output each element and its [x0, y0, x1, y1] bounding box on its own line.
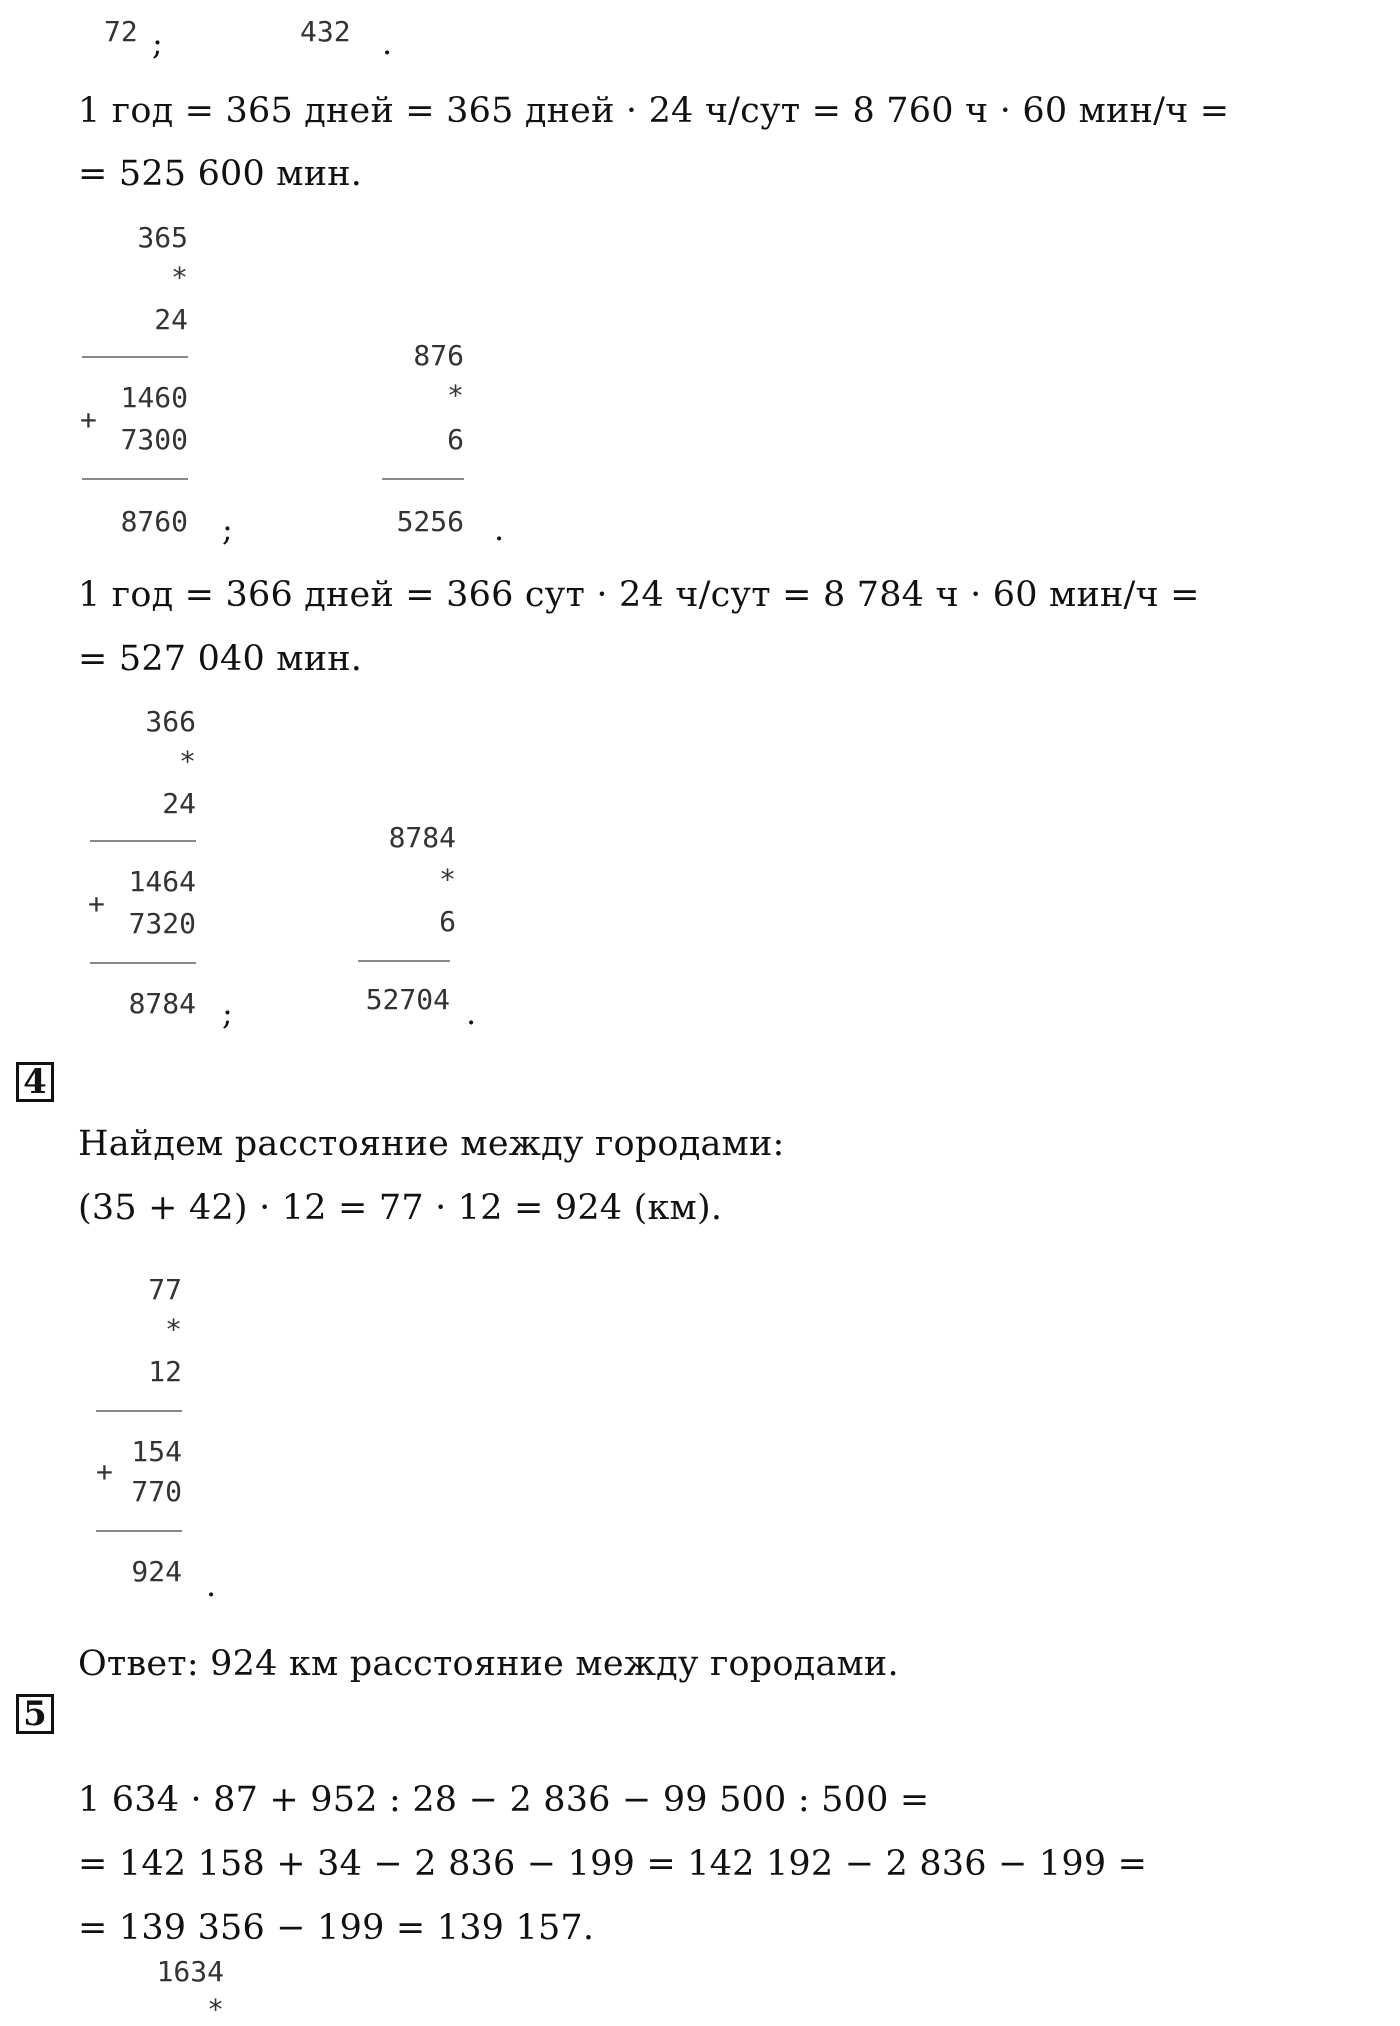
calc-876-op: * [447, 379, 464, 412]
calc-876-top: 876 [413, 339, 464, 372]
calc-8784-result: 52704 [365, 983, 450, 1016]
calc-365-bottom: 24 [154, 303, 188, 336]
calc-8784-bottom: 6 [439, 905, 456, 938]
calc-876-punct: . [494, 510, 505, 548]
calc-366-rule2 [90, 962, 196, 964]
calc-366-partial2: 7320 [128, 907, 196, 940]
task5-line1: 1 634 · 87 + 952 : 28 − 2 836 − 99 500 : 500 = [78, 1780, 930, 1820]
year365-line2: = 525 600 мин. [78, 154, 363, 194]
calc-365-partial1: 1460 [120, 381, 188, 414]
calc-77-plus: + [96, 1455, 113, 1488]
calc-366-bottom: 24 [162, 787, 196, 820]
calc-366-punct: ; [222, 994, 233, 1032]
top-left-punct: ; [152, 24, 163, 62]
calc-366-rule1 [90, 840, 196, 842]
calc-77-op: * [165, 1313, 182, 1346]
calc-365-rule1 [82, 356, 188, 358]
calc-876-bottom: 6 [447, 423, 464, 456]
calc-365-punct: ; [222, 510, 233, 548]
calc-77-top: 77 [148, 1273, 182, 1306]
calc-366-partial1: 1464 [128, 865, 196, 898]
calc-366-op: * [179, 745, 196, 778]
task4-line1: Найдем расстояние между городами: [78, 1124, 785, 1164]
calc-77-partial2: 770 [131, 1475, 182, 1508]
calc-366-result: 8784 [128, 987, 196, 1020]
calc-365-rule2 [82, 478, 188, 480]
calc-366-plus: + [88, 887, 105, 920]
calc-1634-top: 1634 [156, 1955, 224, 1988]
calc-8784-op: * [439, 863, 456, 896]
task4-answer: Ответ: 924 км расстояние между городами. [78, 1644, 899, 1684]
calc-8784-top: 8784 [388, 821, 456, 854]
top-left-value: 72 [104, 15, 138, 48]
calc-365-op: * [171, 261, 188, 294]
calc-77-rule2 [96, 1530, 182, 1532]
task5-line2: = 142 158 + 34 − 2 836 − 199 = 142 192 − 2 836 − 199 = [78, 1844, 1148, 1884]
task4-number-box: 4 [16, 1062, 54, 1102]
calc-365-result: 8760 [120, 505, 188, 538]
calc-365-partial2: 7300 [120, 423, 188, 456]
calc-77-punct: . [206, 1566, 217, 1604]
calc-77-rule1 [96, 1410, 182, 1412]
calc-77-result: 924 [131, 1555, 182, 1588]
task5-line3: = 139 356 − 199 = 139 157. [78, 1908, 595, 1948]
year366-line2: = 527 040 мин. [78, 639, 363, 679]
calc-365-plus: + [80, 403, 97, 436]
calc-876-result: 5256 [396, 505, 464, 538]
task5-number-box: 5 [16, 1694, 54, 1734]
calc-77-bottom: 12 [148, 1355, 182, 1388]
calc-77-partial1: 154 [131, 1435, 182, 1468]
calc-365-top: 365 [137, 221, 188, 254]
task4-line2: (35 + 42) · 12 = 77 · 12 = 924 (км). [78, 1188, 723, 1228]
calc-876-rule [382, 478, 464, 480]
top-right-value: 432 [300, 15, 351, 48]
calc-8784-punct: . [466, 994, 477, 1032]
year365-line1: 1 год = 365 дней = 365 дней · 24 ч/сут = 8 760 ч · 60 мин/ч = [78, 91, 1230, 131]
year366-line1: 1 год = 366 дней = 366 сут · 24 ч/сут = 8 784 ч · 60 мин/ч = [78, 575, 1200, 615]
calc-1634-op: * [207, 1993, 224, 2026]
top-right-punct: . [382, 24, 393, 62]
calc-366-top: 366 [145, 705, 196, 738]
calc-8784-rule [358, 960, 450, 962]
